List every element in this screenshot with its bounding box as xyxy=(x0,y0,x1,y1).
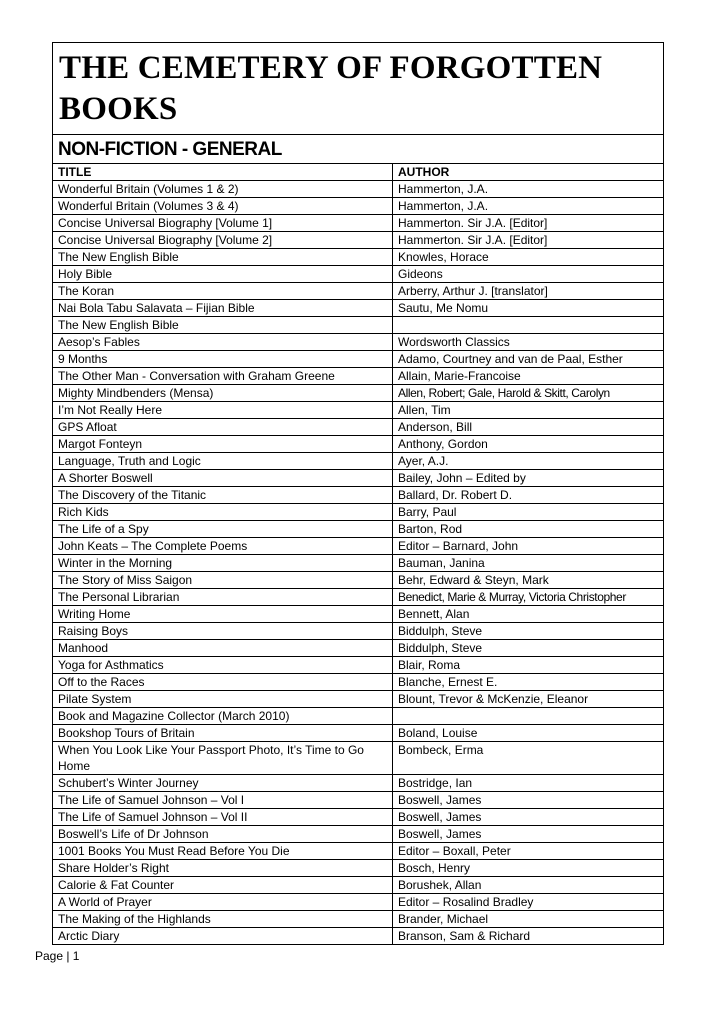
book-title-cell: Winter in the Morning xyxy=(53,555,393,572)
book-author-cell: Biddulph, Steve xyxy=(393,640,664,657)
table-row xyxy=(53,860,663,877)
table-row xyxy=(53,351,663,368)
book-title-cell: Arctic Diary xyxy=(53,928,393,945)
book-title-cell: Writing Home xyxy=(53,606,393,623)
book-title-cell: 1001 Books You Must Read Before You Die xyxy=(53,843,393,860)
table-row xyxy=(53,623,663,640)
table-row xyxy=(53,657,663,674)
column-header-title: TITLE xyxy=(53,164,393,181)
book-title-cell: Yoga for Asthmatics xyxy=(53,657,393,674)
book-title-cell: Holy Bible xyxy=(53,266,393,283)
table-row xyxy=(53,640,663,657)
table-row xyxy=(53,215,663,232)
table-row xyxy=(53,385,663,402)
book-author-cell: Hammerton, J.A. xyxy=(393,181,664,198)
table-row xyxy=(53,283,663,300)
book-title-cell: The Life of a Spy xyxy=(53,521,393,538)
book-title-cell: Bookshop Tours of Britain xyxy=(53,725,393,742)
book-title-cell: Language, Truth and Logic xyxy=(53,453,393,470)
book-author-cell: Blount, Trevor & McKenzie, Eleanor xyxy=(393,691,664,708)
book-author-cell xyxy=(393,708,664,725)
book-author-cell: Behr, Edward & Steyn, Mark xyxy=(393,572,664,589)
book-title-cell: Margot Fonteyn xyxy=(53,436,393,453)
book-author-cell: Boswell, James xyxy=(393,809,664,826)
book-title-cell: The Personal Librarian xyxy=(53,589,393,606)
table-row xyxy=(53,826,663,843)
table-row xyxy=(53,742,663,775)
book-author-cell: Boland, Louise xyxy=(393,725,664,742)
table-row xyxy=(53,809,663,826)
book-title-cell: GPS Afloat xyxy=(53,419,393,436)
book-author-cell: Wordsworth Classics xyxy=(393,334,664,351)
table-row xyxy=(53,487,663,504)
book-title-cell: The New English Bible xyxy=(53,249,393,266)
table-row xyxy=(53,402,663,419)
book-title-cell: Concise Universal Biography [Volume 1] xyxy=(53,215,393,232)
table-row xyxy=(53,792,663,809)
book-author-cell: Adamo, Courtney and van de Paal, Esther xyxy=(393,351,664,368)
table-row xyxy=(53,198,663,215)
book-author-cell: Gideons xyxy=(393,266,664,283)
book-author-cell: Editor – Rosalind Bradley xyxy=(393,894,664,911)
book-author-cell: Allen, Robert; Gale, Harold & Skitt, Carolyn xyxy=(393,385,664,402)
book-author-cell: Brander, Michael xyxy=(393,911,664,928)
book-author-cell: Blair, Roma xyxy=(393,657,664,674)
column-header-author: AUTHOR xyxy=(393,164,664,181)
table-row xyxy=(53,843,663,860)
table-row xyxy=(53,470,663,487)
books-table xyxy=(53,164,663,944)
book-title-cell: Calorie & Fat Counter xyxy=(53,877,393,894)
book-title-cell: The Making of the Highlands xyxy=(53,911,393,928)
table-row xyxy=(53,334,663,351)
book-title-cell: Book and Magazine Collector (March 2010) xyxy=(53,708,393,725)
table-header-row xyxy=(53,164,663,181)
table-row xyxy=(53,300,663,317)
book-author-cell: Blanche, Ernest E. xyxy=(393,674,664,691)
table-row xyxy=(53,266,663,283)
book-title-cell: John Keats – The Complete Poems xyxy=(53,538,393,555)
table-row xyxy=(53,249,663,266)
table-row xyxy=(53,317,663,334)
book-author-cell: Knowles, Horace xyxy=(393,249,664,266)
table-row xyxy=(53,555,663,572)
document-title: THE CEMETERY OF FORGOTTEN BOOKS xyxy=(53,43,663,135)
book-author-cell: Hammerton. Sir J.A. [Editor] xyxy=(393,232,664,249)
book-author-cell: Bauman, Janina xyxy=(393,555,664,572)
book-title-cell: Pilate System xyxy=(53,691,393,708)
table-row xyxy=(53,232,663,249)
table-row xyxy=(53,894,663,911)
book-author-cell: Bosch, Henry xyxy=(393,860,664,877)
book-title-cell: Concise Universal Biography [Volume 2] xyxy=(53,232,393,249)
table-row xyxy=(53,538,663,555)
book-author-cell: Sautu, Me Nomu xyxy=(393,300,664,317)
table-row xyxy=(53,572,663,589)
table-row xyxy=(53,589,663,606)
section-heading: NON-FICTION - GENERAL xyxy=(53,135,663,164)
book-title-cell: The New English Bible xyxy=(53,317,393,334)
table-row xyxy=(53,775,663,792)
book-title-cell: Wonderful Britain (Volumes 1 & 2) xyxy=(53,181,393,198)
table-row xyxy=(53,436,663,453)
table-row xyxy=(53,708,663,725)
book-author-cell: Hammerton. Sir J.A. [Editor] xyxy=(393,215,664,232)
book-title-cell: A Shorter Boswell xyxy=(53,470,393,487)
book-title-cell: Rich Kids xyxy=(53,504,393,521)
book-author-cell: Biddulph, Steve xyxy=(393,623,664,640)
book-title-cell: The Life of Samuel Johnson – Vol II xyxy=(53,809,393,826)
page-number: Page | 1 xyxy=(35,949,80,963)
book-author-cell: Boswell, James xyxy=(393,826,664,843)
book-author-cell: Bostridge, Ian xyxy=(393,775,664,792)
book-author-cell: Borushek, Allan xyxy=(393,877,664,894)
book-author-cell: Bailey, John – Edited by xyxy=(393,470,664,487)
book-author-cell: Ballard, Dr. Robert D. xyxy=(393,487,664,504)
table-row xyxy=(53,368,663,385)
table-row xyxy=(53,911,663,928)
book-title-cell: The Story of Miss Saigon xyxy=(53,572,393,589)
book-author-cell: Ayer, A.J. xyxy=(393,453,664,470)
book-title-cell: Share Holder’s Right xyxy=(53,860,393,877)
book-author-cell: Barry, Paul xyxy=(393,504,664,521)
book-title-cell: The Other Man - Conversation with Graham Greene xyxy=(53,368,393,385)
table-row xyxy=(53,725,663,742)
book-author-cell: Boswell, James xyxy=(393,792,664,809)
book-author-cell: Allain, Marie-Francoise xyxy=(393,368,664,385)
table-row xyxy=(53,691,663,708)
book-author-cell: Benedict, Marie & Murray, Victoria Christopher xyxy=(393,589,664,606)
book-title-cell: The Life of Samuel Johnson – Vol I xyxy=(53,792,393,809)
book-title-cell: Raising Boys xyxy=(53,623,393,640)
book-title-cell: The Koran xyxy=(53,283,393,300)
book-author-cell: Hammerton, J.A. xyxy=(393,198,664,215)
book-list-frame xyxy=(52,42,664,945)
book-author-cell: Bombeck, Erma xyxy=(393,742,664,775)
book-title-cell: Aesop’s Fables xyxy=(53,334,393,351)
book-title-cell: I’m Not Really Here xyxy=(53,402,393,419)
table-row xyxy=(53,606,663,623)
table-row xyxy=(53,521,663,538)
book-title-cell: Boswell’s Life of Dr Johnson xyxy=(53,826,393,843)
book-title-cell: Off to the Races xyxy=(53,674,393,691)
book-title-cell: Manhood xyxy=(53,640,393,657)
table-row xyxy=(53,877,663,894)
book-title-cell: Schubert’s Winter Journey xyxy=(53,775,393,792)
book-title-cell: A World of Prayer xyxy=(53,894,393,911)
table-row xyxy=(53,504,663,521)
table-row xyxy=(53,419,663,436)
table-row xyxy=(53,453,663,470)
book-author-cell xyxy=(393,317,664,334)
book-title-cell: Nai Bola Tabu Salavata – Fijian Bible xyxy=(53,300,393,317)
book-title-cell: When You Look Like Your Passport Photo, It’s Time to Go Home xyxy=(53,742,393,775)
book-author-cell: Barton, Rod xyxy=(393,521,664,538)
book-author-cell: Branson, Sam & Richard xyxy=(398,929,531,943)
book-title-cell: The Discovery of the Titanic xyxy=(53,487,393,504)
book-title-cell: Mighty Mindbenders (Mensa) xyxy=(53,385,393,402)
book-author-cell: Arberry, Arthur J. [translator] xyxy=(393,283,664,300)
book-author-cell: Editor – Boxall, Peter xyxy=(393,843,664,860)
book-author-cell: Allen, Tim xyxy=(393,402,664,419)
table-row xyxy=(53,674,663,691)
book-author-cell: Bennett, Alan xyxy=(393,606,664,623)
table-row xyxy=(53,928,663,945)
book-title-cell: Wonderful Britain (Volumes 3 & 4) xyxy=(53,198,393,215)
book-author-cell: Anthony, Gordon xyxy=(393,436,664,453)
book-author-cell: Anderson, Bill xyxy=(393,419,664,436)
book-author-cell: Editor – Barnard, John xyxy=(393,538,664,555)
table-row xyxy=(53,181,663,198)
book-title-cell: 9 Months xyxy=(53,351,393,368)
